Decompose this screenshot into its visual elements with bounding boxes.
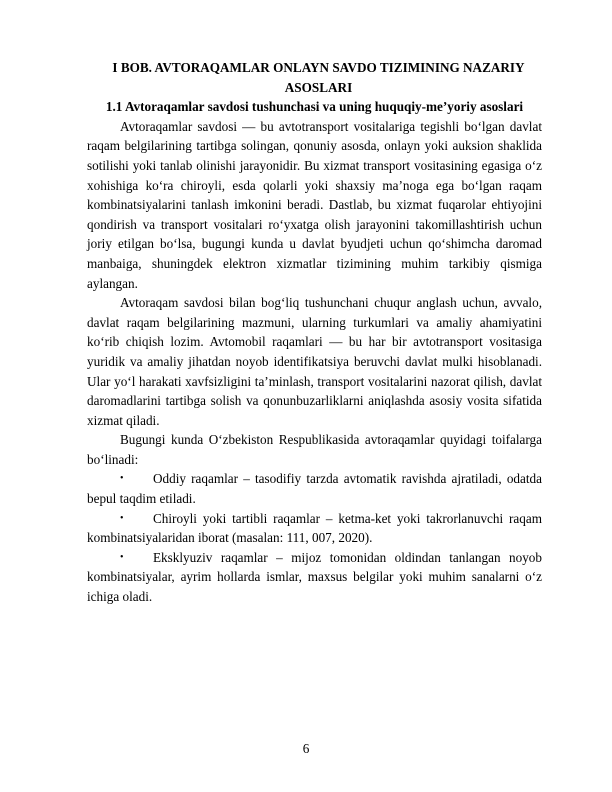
- bullet-icon: •: [120, 473, 124, 485]
- list-item: [87, 509, 542, 548]
- category-list: [87, 469, 542, 606]
- bullet-icon: •: [120, 512, 124, 524]
- page-content: [87, 58, 542, 607]
- list-item: [87, 469, 542, 508]
- bullet-icon: •: [120, 551, 124, 563]
- paragraph: Avtoraqamlar savdosi — bu avtotransport vositalariga tegishli bo‘lgan davlat raqam belgilarining tartibga solingan, qonuniy asosda, onlayn yoki auksion shaklida sotilishi yoki tanlab olinishi jarayonidir. Bu xizmat transport vositasining egasiga o‘z xohishiga ko‘ra chiroyli, esda qolarli yoki shaxsiy ma’noga ega bo‘lgan raqam kombinatsiyalarini tanlash imkonini beradi. Dastlab, bu xizmat fuqarolar ehtiyojini qondirish va transport vositalari ro‘yxatga olish jarayonini takomillashtirish uchun joriy etilgan bo‘lsa, bugungi kunda u davlat byudjeti uchun qo‘shimcha daromad manbaiga, shuningdek elektron xizmatlar tizimining muhim tarkibiy qismiga aylangan.: [87, 118, 542, 291]
- paragraph: Avtoraqam savdosi bilan bog‘liq tushunchani chuqur anglash uchun, avvalo, davlat raqam belgilarining mazmuni, ularning turkumlari va amaliy ahamiyatini ko‘rib chiqish lozim. Avtomobil raqamlari — bu har bir avtotransport vositasiga yuridik va amaliy jihatdan noyob identifikatsiya beruvchi davlat mulki hisoblanadi. Ular yo‘l harakati xavfsizligini ta’minlash, transport vositalarini nazorat qilish, davlat daromadlarini tartibga solish va qonunbuzarliklarni aniqlashda asosiy vosita sifatida xizmat qiladi.: [87, 295, 542, 428]
- list-item-text: Oddiy raqamlar – tasodifiy tarzda avtomatik ravishda ajratiladi, odatda bepul taqdim etiladi.: [87, 471, 542, 507]
- list-item: [87, 548, 542, 607]
- paragraph: Bugungi kunda O‘zbekiston Respublikasida avtoraqamlar quyidagi toifalarga bo‘linadi:: [87, 432, 542, 467]
- page-number: 6: [302, 741, 310, 756]
- list-item-text: Eksklyuziv raqamlar – mijoz tomonidan oldindan tanlangan noyob kombinatsiyalar, ayrim hollarda ismlar, maxsus belgilar yoki muhim sanalarni o‘z ichiga oladi.: [87, 549, 542, 605]
- chapter-title: I BOB. AVTORAQAMLAR ONLAYN SAVDO TIZIMINING NAZARIY ASOSLARI: [112, 60, 525, 95]
- section-title: 1.1 Avtoraqamlar savdosi tushunchasi va uning huquqiy-me’yoriy asoslari: [105, 99, 524, 115]
- list-item-text: Chiroyli yoki tartibli raqamlar – ketma-ket yoki takrorlanuvchi raqam kombinatsiyalaridan iborat (masalan: 111, 007, 2020).: [87, 510, 542, 546]
